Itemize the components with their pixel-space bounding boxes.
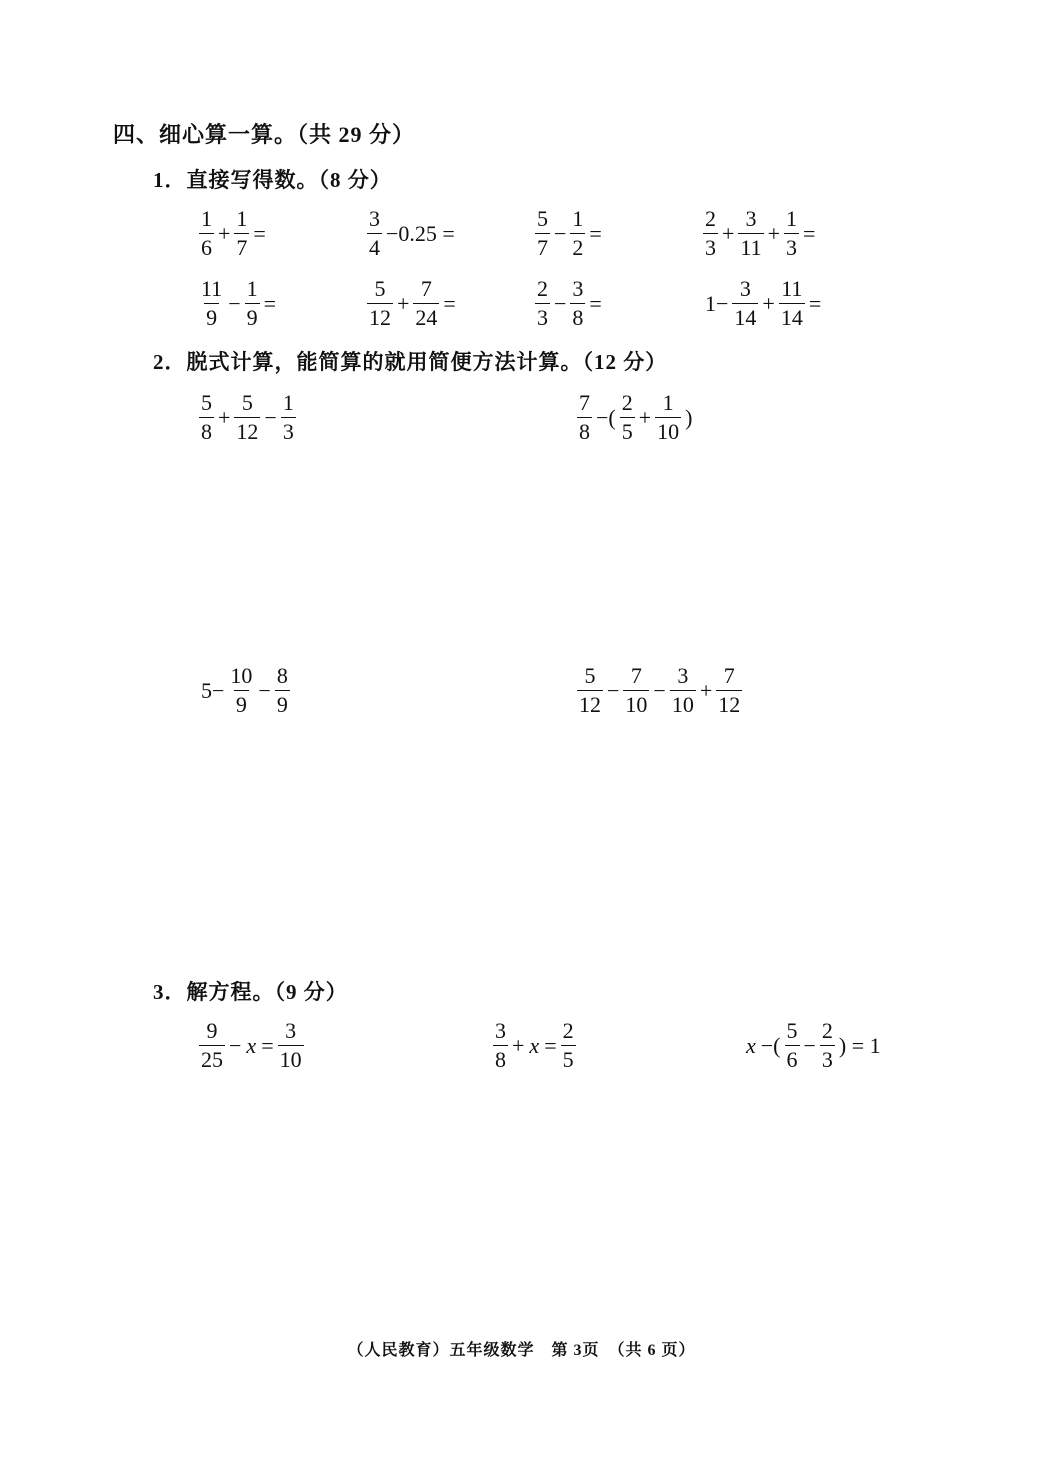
q2-expr-4: $\frac{5}{12}$ − $\frac{7}{10}$ − $\frac{3}{10}$ + $\frac{7}{12}$ xyxy=(579,663,741,717)
q1-title: 1．直接写得数。（8 分） xyxy=(153,168,392,192)
q3-equation-3: x −( $\frac{5}{6}$ − $\frac{2}{3}$ ) = 1 xyxy=(746,1018,881,1072)
fraction: $\frac{3}{14}$ xyxy=(734,276,757,330)
q3-equation-2: $\frac{3}{8}$ + x = $\frac{2}{5}$ xyxy=(495,1018,574,1072)
q2-title: 2．脱式计算，能简算的就用简便方法计算。（12 分） xyxy=(153,350,668,374)
fraction: $\frac{1}{6}$ xyxy=(201,206,212,260)
q3-equation-1: $\frac{9}{25}$ − x = $\frac{3}{10}$ xyxy=(201,1018,302,1072)
q2-expr-1: $\frac{5}{8}$ + $\frac{5}{12}$ − $\frac{1}{3}$ xyxy=(201,390,294,444)
fraction: $\frac{7}{10}$ xyxy=(625,663,648,717)
fraction: $\frac{5}{8}$ xyxy=(201,390,212,444)
fraction: $\frac{3}{10}$ xyxy=(279,1018,302,1072)
q2-expr-3: 5− $\frac{10}{9}$ − $\frac{8}{9}$ xyxy=(201,663,288,717)
fraction: $\frac{3}{11}$ xyxy=(740,206,762,260)
fraction: $\frac{11}{9}$ xyxy=(201,276,223,330)
q1-expr-1: $\frac{1}{6}$ + $\frac{1}{7}$ = xyxy=(201,206,266,260)
q2-expr-2: $\frac{7}{8}$ −( $\frac{2}{5}$ + $\frac{1}{10}$ ) xyxy=(579,390,693,444)
fraction: $\frac{9}{25}$ xyxy=(201,1018,223,1072)
fraction: $\frac{3}{4}$ xyxy=(369,206,380,260)
fraction: $\frac{1}{10}$ xyxy=(657,390,680,444)
fraction: $\frac{1}{3}$ xyxy=(282,390,294,444)
q1-expr-3: $\frac{5}{7}$ − $\frac{1}{2}$ = xyxy=(537,206,602,260)
q3-title: 3．解方程。（9 分） xyxy=(153,980,348,1004)
fraction: $\frac{2}{5}$ xyxy=(562,1018,574,1072)
fraction: $\frac{2}{3}$ xyxy=(821,1018,833,1072)
fraction: $\frac{2}{3}$ xyxy=(705,206,716,260)
fraction: $\frac{1}{7}$ xyxy=(236,206,248,260)
fraction: $\frac{8}{9}$ xyxy=(276,663,288,717)
section-title: 四、细心算一算。（共 29 分） xyxy=(113,122,416,147)
q1-expr-4: $\frac{2}{3}$ + $\frac{3}{11}$ + $\frac{1}{3}$ = xyxy=(705,206,816,260)
q1-expr-8: 1− $\frac{3}{14}$ + $\frac{11}{14}$ = xyxy=(705,276,822,330)
q1-expr-6: $\frac{5}{12}$ + $\frac{7}{24}$ = xyxy=(369,276,456,330)
fraction: $\frac{11}{14}$ xyxy=(780,276,803,330)
fraction: $\frac{2}{5}$ xyxy=(621,390,633,444)
fraction: $\frac{5}{7}$ xyxy=(537,206,548,260)
fraction: $\frac{2}{3}$ xyxy=(537,276,548,330)
fraction: $\frac{1}{2}$ xyxy=(572,206,584,260)
fraction: $\frac{1}{9}$ xyxy=(246,276,258,330)
fraction: $\frac{7}{12}$ xyxy=(718,663,741,717)
fraction: $\frac{10}{9}$ xyxy=(230,663,253,717)
q1-expr-5: $\frac{11}{9}$ − $\frac{1}{9}$ = xyxy=(201,276,277,330)
fraction: $\frac{7}{24}$ xyxy=(415,276,438,330)
q1-expr-7: $\frac{2}{3}$ − $\frac{3}{8}$ = xyxy=(537,276,602,330)
fraction: $\frac{3}{8}$ xyxy=(495,1018,506,1072)
page-footer: （人民教育）五年级数学 第 3页 （共 6 页） xyxy=(347,1342,696,1359)
fraction: $\frac{7}{8}$ xyxy=(579,390,590,444)
q1-expr-2: $\frac{3}{4}$ −0.25 = xyxy=(369,206,455,260)
fraction: $\frac{3}{10}$ xyxy=(671,663,694,717)
fraction: $\frac{3}{8}$ xyxy=(572,276,584,330)
fraction: $\frac{5}{12}$ xyxy=(236,390,259,444)
fraction: $\frac{1}{3}$ xyxy=(786,206,798,260)
fraction: $\frac{5}{12}$ xyxy=(579,663,601,717)
fraction: $\frac{5}{6}$ xyxy=(786,1018,798,1072)
fraction: $\frac{5}{12}$ xyxy=(369,276,391,330)
